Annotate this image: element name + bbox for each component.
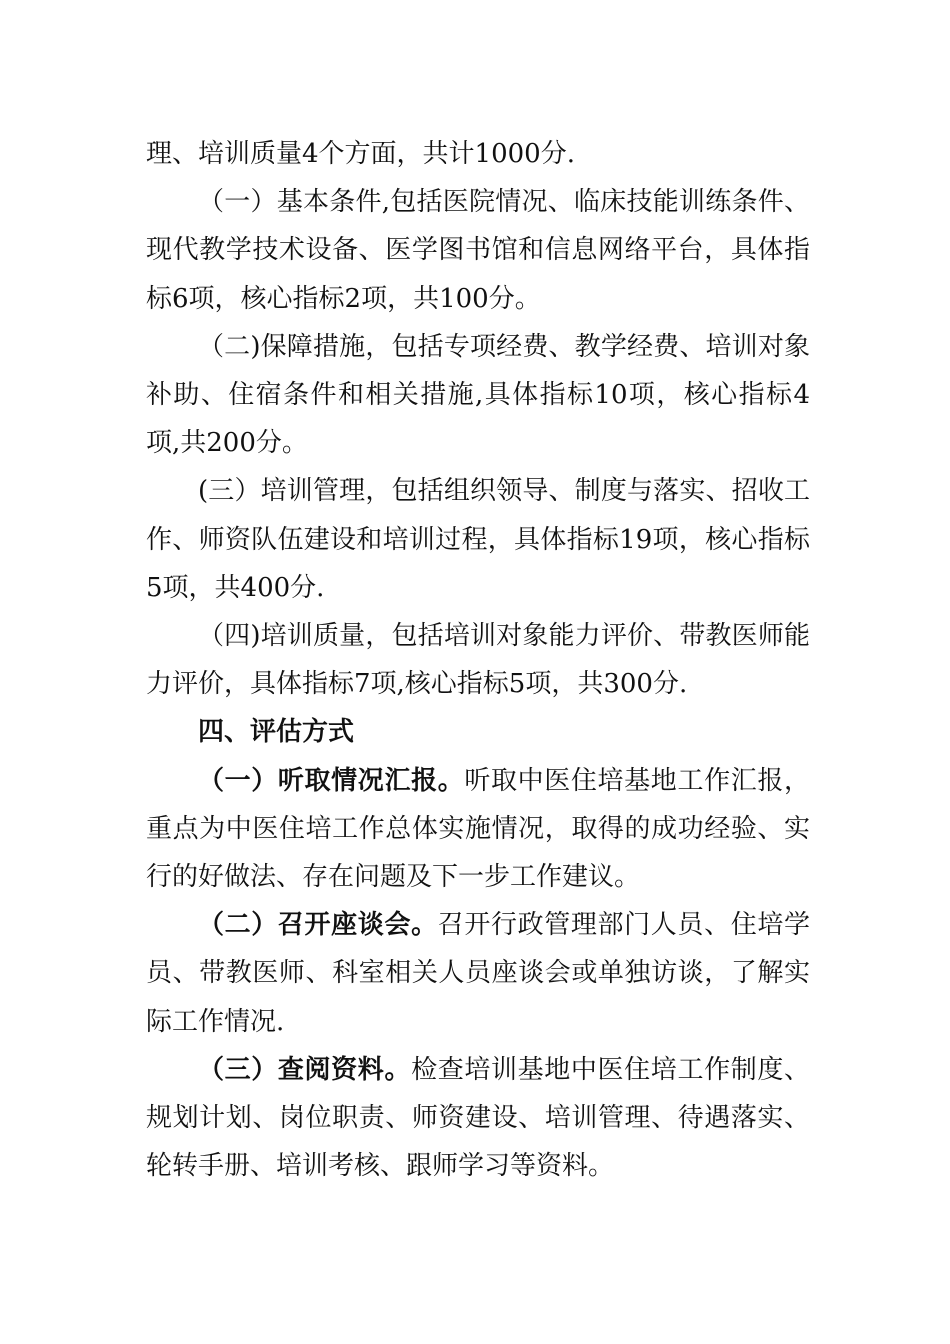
item-support-measures: （二)保障措施，包括专项经费、教学经费、培训对象补助、住宿条件和相关措施,具体指标10项，核心指标4项,共200分。 [146,331,810,459]
method-hear-report [146,757,810,902]
section-heading-evaluation-methods: 四、评估方式 [198,717,355,748]
document-body [146,130,810,1190]
method-hold-forum [146,901,810,1046]
method-lead: （一）听取情况汇报。 [198,765,465,796]
method-text: 检查培训基地中医住培工作制度、规划计划、岗位职责、师资建设、培训管理、待遇落实、轮转手册、培训考核、跟师学习等资料。 [146,1054,810,1182]
method-lead: （三）查阅资料。 [198,1054,412,1085]
method-review-materials [146,1046,810,1191]
method-text: 听取中医住培基地工作汇报，重点为中医住培工作总体实施情况，取得的成功经验、实行的好做法、存在问题及下一步工作建议。 [146,765,810,893]
item-training-quality: （四)培训质量，包括培训对象能力评价、带教医师能力评价，具体指标7项,核心指标5项，共300分. [146,621,810,700]
item-basic-conditions: （一）基本条件,包括医院情况、临床技能训练条件、现代教学技术设备、医学图书馆和信息网络平台，具体指标6项，核心指标2项，共100分。 [146,187,810,314]
method-lead: （二）召开座谈会。 [198,910,438,941]
method-text: 召开行政管理部门人员、住培学员、带教医师、科室相关人员座谈会或单独访谈，了解实际工作情况. [146,910,810,1037]
intro-continuation: 理、培训质量4个方面，共计1000分. [146,139,575,169]
item-training-management: (三）培训管理，包括组织领导、制度与落实、招收工作、师资队伍建设和培训过程，具体指标19项，核心指标5项，共400分. [146,476,810,603]
